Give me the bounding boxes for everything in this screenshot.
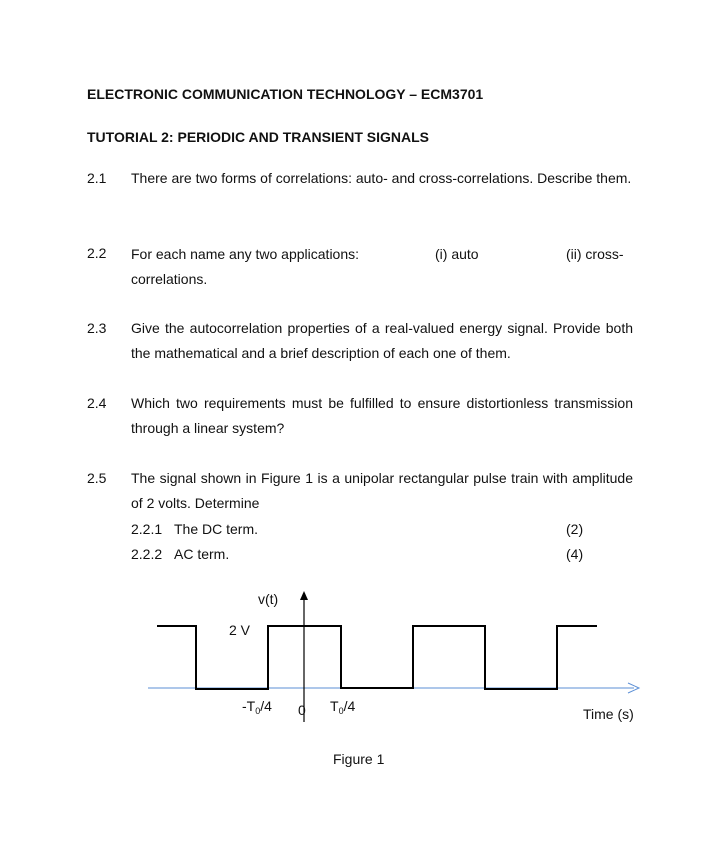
question-text-2-5: The signal shown in Figure 1 is a unipolar rectangular pulse train with amplitude of 2 volts. Determine (131, 470, 633, 511)
subpart-marks-2-2-1: (2) (566, 521, 584, 537)
question-text-2-1: There are two forms of correlations: auto- and cross-correlations. Describe them. (131, 170, 632, 186)
pulse-train-signal (157, 626, 597, 689)
x-axis-label: Time (s) (583, 706, 634, 722)
question-number-2-2: 2.2 (87, 245, 107, 261)
question-number-2-3: 2.3 (87, 320, 107, 336)
amplitude-label: 2 V (229, 622, 251, 638)
y-axis-label: v(t) (258, 591, 279, 607)
subpart-text-2-2-1: The DC term. (174, 521, 259, 537)
voltage-axis-arrow-icon (300, 591, 308, 600)
tick-label-neg-t0-4: $-T_0/4$ (242, 698, 272, 716)
subpart-marks-2-2-2: (4) (566, 546, 584, 562)
question-text-2-2a: For each name any two applications: (131, 246, 360, 262)
question-text-2-2d: correlations. (131, 271, 208, 287)
subpart-number-2-2-2: 2.2.2 (131, 546, 163, 562)
tick-label-zero: 0 (298, 702, 306, 718)
figure-caption: Figure 1 (333, 751, 385, 767)
question-text-2-2c: (ii) cross- (566, 246, 624, 262)
question-text-2-3: Give the autocorrelation properties of a real-valued energy signal. Provide both the mathematical and a brief description of each one of them. (131, 320, 633, 361)
subpart-number-2-2-1: 2.2.1 (131, 521, 163, 537)
tick-label-pos-t0-4: $T_0/4$ (330, 698, 356, 716)
subpart-text-2-2-2: AC term. (174, 546, 230, 562)
course-title: ELECTRONIC COMMUNICATION TECHNOLOGY – ECM3701 (87, 86, 484, 102)
question-text-2-2b: (i) auto (435, 246, 479, 262)
question-number-2-4: 2.4 (87, 395, 107, 411)
question-number-2-5: 2.5 (87, 470, 107, 486)
question-number-2-1: 2.1 (87, 170, 107, 186)
question-text-2-4: Which two requirements must be fulfilled to ensure distortionless transmission through a linear system? (131, 395, 633, 436)
tutorial-title: TUTORIAL 2: PERIODIC AND TRANSIENT SIGNALS (87, 129, 429, 145)
